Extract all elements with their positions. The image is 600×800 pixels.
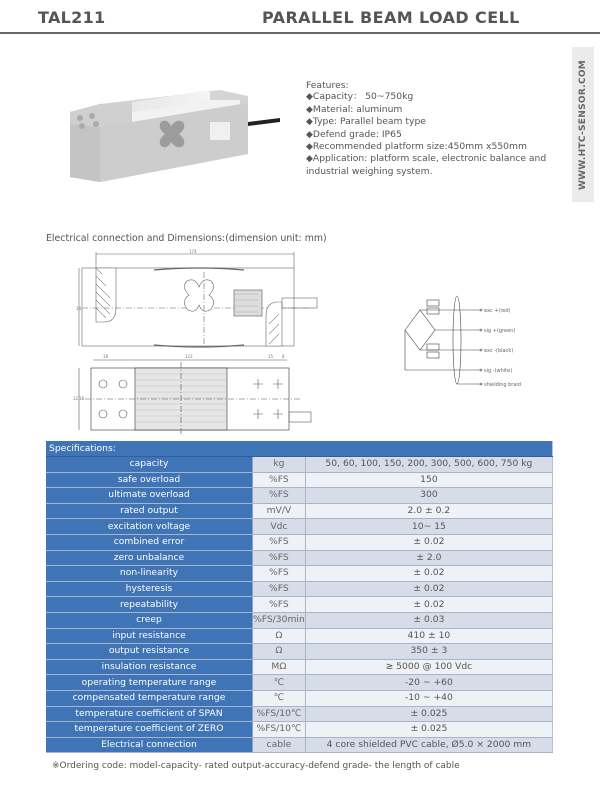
bullet-icon: ◆ [306,92,313,103]
table-header-row [46,441,553,457]
table-row [46,488,553,504]
spec-value: -20 ~ +60 [305,675,552,691]
feature-item [306,104,561,116]
spec-label: operating temperature range [46,675,253,691]
spec-unit: Ω [253,644,306,660]
spec-label: insulation resistance [46,659,253,675]
table-row [46,659,553,675]
spec-unit: ℃ [253,690,306,706]
table-row [46,597,553,613]
feature-text: Recommended platform size:450mm x550mm [312,141,527,153]
table-row [46,457,553,473]
table-row [46,690,553,706]
document-title: PARALLEL BEAM LOAD CELL [262,8,520,27]
feature-item [306,91,561,103]
spec-value: ± 2.0 [305,550,552,566]
table-row [46,706,553,722]
spec-label: combined error [46,534,253,550]
table-row [46,737,553,753]
table-row [46,534,553,550]
wire-label-sig-plus: sig +(green) [484,328,516,334]
feature-text: Defend grade: IP65 [312,128,402,140]
feature-text: Type: Parallel beam type [312,116,426,128]
spec-label: rated output [46,503,253,519]
spec-value: 350 ± 3 [305,644,552,660]
spec-value: 2.0 ± 0.2 [305,503,552,519]
spec-value: 300 [305,488,552,504]
dimensions-title: Electrical connection and Dimensions:(dimension unit: mm) [46,233,327,244]
spec-value: -10 ~ +40 [305,690,552,706]
feature-text: Material: aluminum [312,103,403,115]
spec-label: repeatability [46,597,253,613]
dim-length: 174 [189,249,197,254]
table-row [46,519,553,535]
spec-unit: Ω [253,628,306,644]
spec-value: ≥ 5000 @ 100 Vdc [305,659,552,675]
features-heading: Features: [306,80,349,91]
spec-label: zero unbalance [46,550,253,566]
ordering-code [52,761,460,771]
spec-value: ± 0.02 [305,566,552,582]
table-row [46,628,553,644]
top-view-drawing [75,352,315,434]
spec-unit: mV/V [253,503,306,519]
spec-label: input resistance [46,628,253,644]
wiring-diagram [385,280,521,390]
spec-unit: %FS [253,566,306,582]
spec-unit: %FS/30min [253,612,306,628]
wire-label-exc-minus: exc -(black) [484,348,514,354]
wire-label-shield: shielding braid [484,382,521,388]
spec-value: 150 [305,472,552,488]
spec-value: ± 0.02 [305,534,552,550]
spec-value: 410 ± 10 [305,628,552,644]
reference-mark-icon: ※ [52,761,60,771]
spec-label: ultimate overload [46,488,253,504]
spec-unit: %FS [253,597,306,613]
model-number: TAL211 [38,8,106,27]
spec-unit: %FS [253,534,306,550]
feature-item [306,116,561,128]
spec-value: ± 0.025 [305,722,552,738]
spec-label: compensated temperature range [46,690,253,706]
spec-value: ± 0.025 [305,706,552,722]
spec-unit: %FS [253,488,306,504]
feature-text: Application: platform scale, electronic balance and industrial weighing system. [306,153,547,177]
ordering-code-label: Ordering code: [59,761,127,771]
side-view-drawing [74,250,319,350]
spec-unit: MΩ [253,659,306,675]
specifications-heading: Specifications: [46,441,553,457]
spec-unit: ℃ [253,675,306,691]
spec-value: ± 0.02 [305,581,552,597]
spec-label: temperature coefficient of SPAN [46,706,253,722]
spec-label: creep [46,612,253,628]
spec-label: Electrical connection [46,737,253,753]
spec-label: temperature coefficient of ZERO [46,722,253,738]
dim-hole-spacing: 18 [103,354,109,359]
table-row [46,503,553,519]
wire-label-sig-minus: sig -(white) [484,368,513,374]
spec-unit: %FS/10℃ [253,722,306,738]
spec-unit: %FS [253,472,306,488]
spec-unit: %FS [253,550,306,566]
specifications-table [46,441,553,753]
website-sidebar [572,47,594,202]
table-row [46,675,553,691]
spec-label: capacity [46,457,253,473]
bullet-icon: ◆ [306,154,313,165]
spec-unit: Vdc [253,519,306,535]
spec-unit: %FS/10℃ [253,706,306,722]
spec-value: ± 0.02 [305,597,552,613]
bullet-icon: ◆ [306,117,313,128]
dim-height: 34 [76,306,82,311]
spec-label: non-linearity [46,566,253,582]
feature-text: Capacity： 50~750kg [312,91,414,103]
table-row [46,722,553,738]
spec-unit: %FS [253,581,306,597]
table-row [46,644,553,660]
dim-platform: 122 [185,354,193,359]
table-row [46,472,553,488]
spec-value: ± 0.03 [305,612,552,628]
table-row [46,550,553,566]
spec-unit: kg [253,457,306,473]
spec-label: safe overload [46,472,253,488]
spec-label: output resistance [46,644,253,660]
table-row [46,566,553,582]
spec-label: hysteresis [46,581,253,597]
spec-value: 50, 60, 100, 150, 200, 300, 500, 600, 750 kg [305,457,552,473]
dim-right-b: 8 [282,354,285,359]
feature-item [306,141,561,153]
website-text: WWW.HTC-SENSOR.COM [578,59,588,190]
load-cell-photo [70,82,280,187]
feature-item [306,129,561,141]
spec-value: 10~ 15 [305,519,552,535]
feature-item [306,153,561,177]
bullet-icon: ◆ [306,142,313,153]
table-row [46,612,553,628]
spec-unit: cable [253,737,306,753]
bullet-icon: ◆ [306,104,313,115]
bullet-icon: ◆ [306,129,313,140]
dim-right-a: 15 [268,354,274,359]
ordering-code-text: model-capacity- rated output-accuracy-defend grade- the length of cable [129,761,460,771]
spec-label: excitation voltage [46,519,253,535]
wire-label-exc-plus: exc +(red) [484,308,511,314]
spec-value: 4 core shielded PVC cable, Ø5.0 × 2000 mm [305,737,552,753]
dim-width-inner: 18 [79,396,85,401]
header-divider [0,32,600,34]
table-row [46,581,553,597]
dim-width: 32 [73,396,79,401]
features-list [306,80,561,177]
